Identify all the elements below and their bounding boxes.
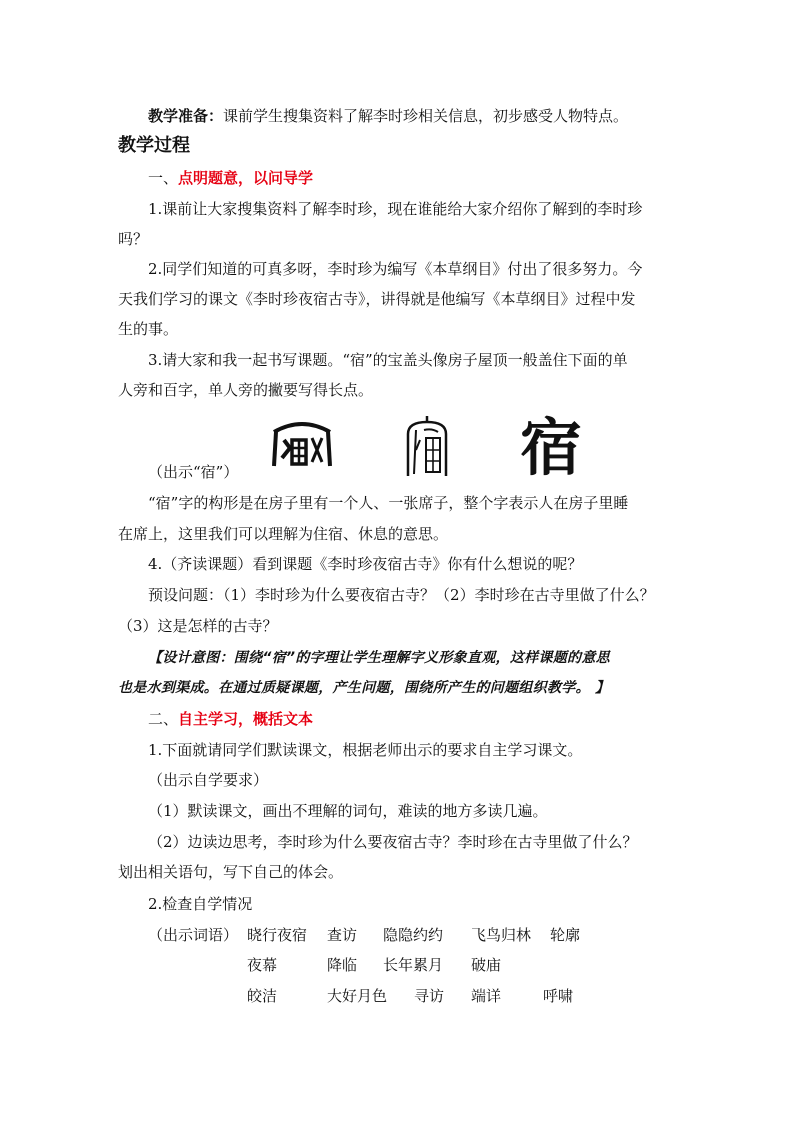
design-note-line1: 【设计意图：围绕“宿”的字理让学生理解字义形象直观，这样课题的意思 [148, 650, 610, 666]
vocab-word: 呼啸 [543, 987, 574, 1005]
section2-heading [148, 709, 313, 729]
s2-p1: 1.下面就请同学们默读课文，根据老师出示的要求自主学习课文。 [148, 741, 583, 759]
requirement-2-line1: （2）边读边思考，李时珍为什么要夜宿古寺？李时珍在古寺里做了什么？ [148, 833, 638, 851]
design-note-line2: 也是水到渠成。在通过质疑课题，产生问题，围绕所产生的问题组织教学。 】 [118, 680, 610, 696]
p4-line: 4.（齐读课题）看到课题《李时珍夜宿古寺》你有什么想说的呢？ [148, 555, 583, 573]
vocab-word: 隐隐约约 [383, 926, 444, 944]
p3-line2: 人旁和百字，单人旁的撇要写得长点。 [118, 381, 374, 399]
check-heading: 2.检查自学情况 [148, 895, 253, 913]
section1-heading [148, 168, 313, 188]
small-seal-su-image [404, 414, 450, 478]
prep-text: 课前学生搜集资料了解李时珍相关信息，初步感受人物特点。 [223, 107, 629, 125]
p2-line1: 2.同学们知道的可真多呀，李时珍为编写《本草纲目》付出了很多努力。今 [148, 260, 643, 278]
explain-line2: 在席上，这里我们可以理解为住宿、休息的意思。 [118, 525, 449, 543]
process-title: 教学过程 [118, 135, 190, 156]
vocab-word: 晓行夜宿 [247, 926, 308, 944]
section2-prefix: 二、 [148, 710, 179, 728]
vocab-word: 飞鸟归林 [471, 926, 532, 944]
section1-prefix: 一、 [148, 169, 179, 187]
vocab-word: 降临 [327, 956, 358, 974]
vocab-word: 夜幕 [247, 956, 278, 974]
preset-line2: （3）这是怎样的古寺？ [118, 617, 278, 635]
section1-title: 点明题意，以问导学 [178, 169, 314, 187]
prep-label: 教学准备： [148, 107, 224, 125]
preset-line1: 预设问题：（1）李时珍为什么要夜宿古寺？（2）李时珍在古寺里做了什么？ [148, 586, 655, 604]
vocab-word: 寻访 [414, 987, 445, 1005]
show-char-caption: （出示“宿”） [148, 463, 239, 481]
explain-line1: “宿”字的构形是在房子里有一个人、一张席子，整个字表示人在房子里睡 [148, 494, 629, 512]
p3-line1: 3.请大家和我一起书写课题。“宿”的宝盖头像房子屋顶一般盖住下面的单 [148, 351, 628, 369]
vocab-word: 查访 [327, 926, 358, 944]
p1-line1: 1.课前让大家搜集资料了解李时珍，现在谁能给大家介绍你了解到的李时珍 [148, 200, 643, 218]
vocab-word: 破庙 [471, 956, 502, 974]
s2-show-requirements: （出示自学要求） [148, 771, 269, 789]
vocab-word: 轮廓 [550, 926, 581, 944]
p2-line2: 天我们学习的课文《李时珍夜宿古寺》，讲得就是他编写《本草纲目》过程中发 [118, 290, 636, 308]
vocab-word: 皎洁 [247, 987, 278, 1005]
requirement-2-line2: 划出相关语句，写下自己的体会。 [118, 863, 344, 881]
p2-line3: 生的事。 [118, 320, 179, 338]
vocab-word: 端详 [471, 987, 502, 1005]
vocab-word: 大好月色 [327, 987, 388, 1005]
requirement-1: （1）默读课文，画出不理解的词句，难读的地方多读几遍。 [148, 802, 548, 820]
vocab-word: 长年累月 [383, 956, 444, 974]
section2-title: 自主学习，概括文本 [178, 710, 314, 728]
seal-script-su-image [270, 418, 334, 470]
prep-line [148, 106, 628, 126]
regular-su-character: 宿 [520, 411, 583, 484]
vocab-label: （出示词语） [148, 926, 239, 944]
p1-line2: 吗？ [118, 230, 149, 248]
